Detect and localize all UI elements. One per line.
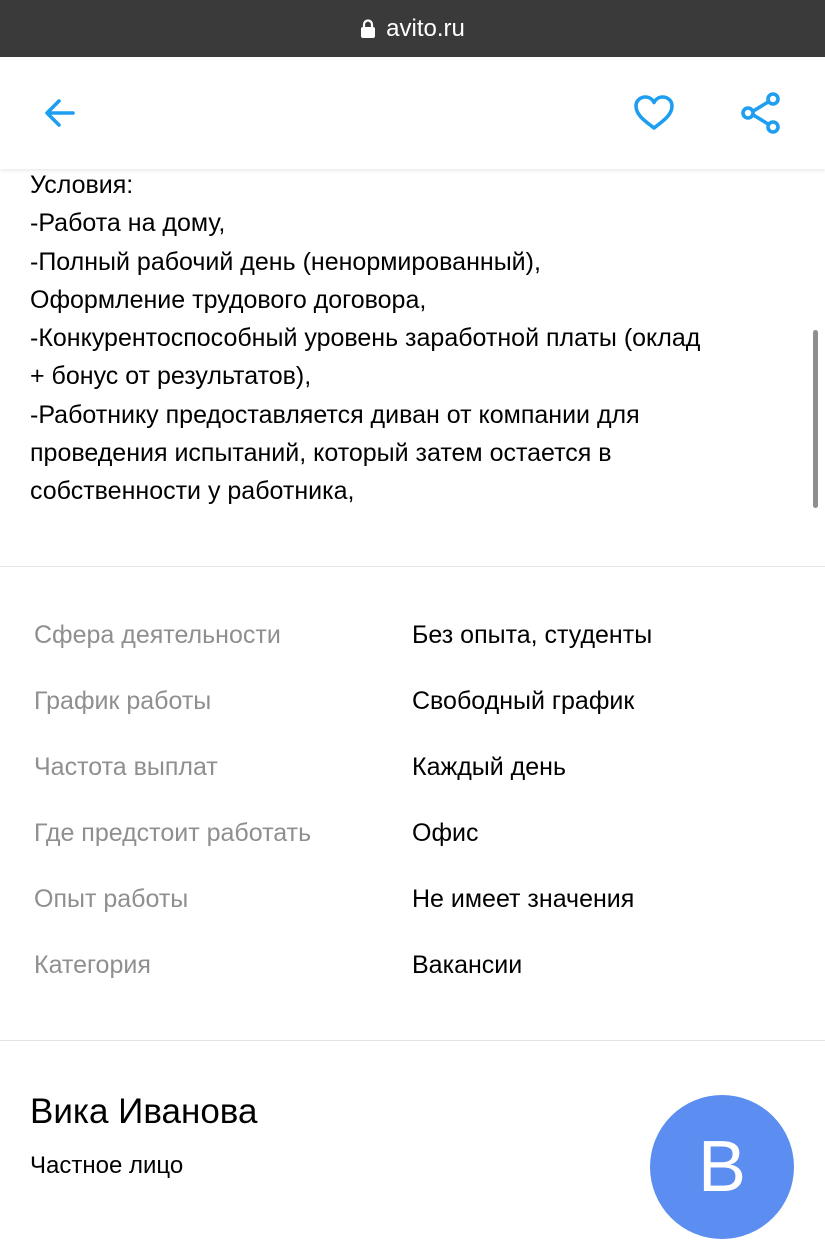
param-label: График работы bbox=[34, 687, 212, 715]
description-line: -Работа на дому, bbox=[30, 209, 226, 238]
avatar-letter: В bbox=[697, 1127, 747, 1207]
avatar[interactable] bbox=[650, 1095, 794, 1239]
param-row bbox=[34, 867, 794, 933]
seller-type: Частное лицо bbox=[30, 1152, 184, 1179]
param-row bbox=[34, 801, 794, 867]
param-label: Частота выплат bbox=[34, 753, 218, 781]
description-line: -Конкурентоспособный уровень заработной платы (оклад bbox=[30, 324, 701, 353]
back-button[interactable] bbox=[30, 83, 90, 143]
param-value: Вакансии bbox=[412, 951, 523, 979]
description-line: проведения испытаний, который затем остается в bbox=[30, 439, 612, 468]
param-label: Где предстоит работать bbox=[34, 819, 312, 847]
ad-description bbox=[30, 166, 795, 511]
param-row bbox=[34, 735, 794, 801]
param-row bbox=[34, 933, 794, 999]
param-value: Каждый день bbox=[412, 753, 566, 781]
share-button[interactable] bbox=[731, 83, 791, 143]
param-label: Сфера деятельности bbox=[34, 621, 281, 649]
favorite-button[interactable] bbox=[624, 83, 684, 143]
params-list bbox=[34, 603, 794, 999]
description-line: Условия: bbox=[30, 171, 134, 199]
description-line: -Работнику предоставляется диван от компании для bbox=[30, 400, 640, 429]
url-text: avito.ru bbox=[386, 14, 465, 42]
param-value: Свободный график bbox=[412, 687, 635, 715]
param-label: Категория bbox=[34, 951, 151, 979]
description-line: + бонус от результатов), bbox=[30, 362, 312, 391]
url-bar[interactable] bbox=[0, 0, 825, 57]
param-label: Опыт работы bbox=[34, 885, 189, 913]
page-scrollbar[interactable] bbox=[813, 330, 818, 508]
param-value: Офис bbox=[412, 819, 479, 847]
divider bbox=[0, 1040, 825, 1041]
description-line: собственности у работника, bbox=[30, 477, 355, 506]
seller-name[interactable]: Вика Иванова bbox=[30, 1092, 258, 1131]
lock-icon bbox=[360, 19, 376, 39]
param-value: Без опыта, студенты bbox=[412, 621, 653, 649]
heart-icon bbox=[633, 94, 675, 132]
description-line: -Полный рабочий день (ненормированный), bbox=[30, 247, 541, 276]
param-row bbox=[34, 603, 794, 669]
param-row bbox=[34, 669, 794, 735]
divider bbox=[0, 566, 825, 567]
param-value: Не имеет значения bbox=[412, 885, 635, 913]
arrow-left-icon bbox=[42, 95, 78, 131]
share-icon bbox=[740, 91, 782, 135]
app-header bbox=[0, 57, 825, 169]
description-line: Оформление трудового договора, bbox=[30, 285, 427, 314]
